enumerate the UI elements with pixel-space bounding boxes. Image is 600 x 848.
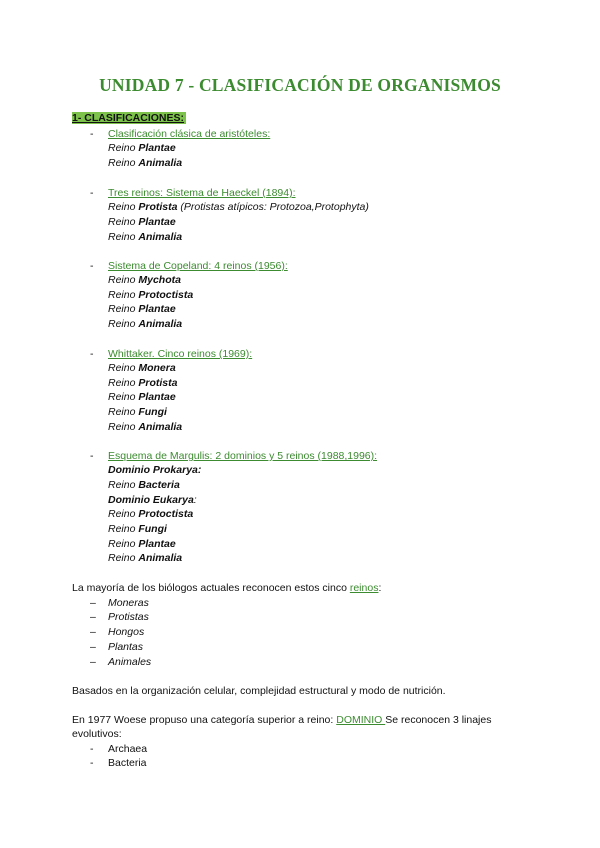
list-item: Plantas [108, 641, 144, 653]
endash-bullet: – [90, 611, 96, 623]
kingdom-item: Reino Animalia [108, 231, 183, 243]
kingdom-item: Reino Plantae [108, 538, 176, 550]
kingdom-item: Reino Fungi [108, 523, 167, 535]
domain-item: Dominio Prokarya: [108, 464, 202, 476]
group-heading-whittaker[interactable]: Whittaker. Cinco reinos (1969): [108, 348, 253, 360]
endash-bullet: – [90, 641, 96, 653]
kingdom-item: Reino Plantae [108, 391, 176, 403]
kingdom-item: Reino Bacteria [108, 479, 180, 491]
paragraph-basados: Basados en la organización celular, complejidad estructural y modo de nutrición. [72, 685, 446, 697]
kingdom-item: Reino Protista (Protistas atípicos: Protozoa,Protophyta) [108, 201, 369, 213]
kingdom-item: Reino Animalia [108, 552, 183, 564]
dash-bullet: - [90, 743, 94, 755]
lineage-item: Archaea [108, 743, 148, 755]
group-heading-haeckel[interactable]: Tres reinos: Sistema de Haeckel (1894): [108, 187, 296, 199]
kingdom-item: Reino Plantae [108, 303, 176, 315]
group-heading-copeland[interactable]: Sistema de Copeland: 4 reinos (1956): [108, 260, 288, 272]
endash-bullet: – [90, 626, 96, 638]
kingdom-item: Reino Plantae [108, 216, 176, 228]
kingdom-item: Reino Protoctista [108, 508, 194, 520]
list-item: Hongos [108, 626, 145, 638]
list-item: Animales [108, 656, 152, 668]
dash-bullet: - [90, 450, 94, 462]
endash-bullet: – [90, 656, 96, 668]
list-item: Moneras [108, 597, 149, 609]
dash-bullet: - [90, 128, 94, 140]
endash-bullet: – [90, 597, 96, 609]
list-item: Protistas [108, 611, 149, 623]
group-heading-margulis[interactable]: Esquema de Margulis: 2 dominios y 5 reinos (1988,1996): [108, 450, 378, 462]
kingdom-item: Reino Fungi [108, 406, 167, 418]
dash-bullet: - [90, 348, 94, 360]
kingdom-item: Reino Protoctista [108, 289, 194, 301]
document-title: UNIDAD 7 - CLASIFICACIÓN DE ORGANISMOS [99, 75, 501, 95]
paragraph-five-kingdoms: La mayoría de los biólogos actuales reconocen estos cinco reinos: [72, 582, 382, 594]
kingdom-item: Reino Animalia [108, 318, 183, 330]
kingdom-item: Reino Animalia [108, 421, 183, 433]
reinos-link[interactable]: reinos [349, 582, 379, 594]
dash-bullet: - [90, 260, 94, 272]
dominio-link[interactable]: DOMINIO [336, 714, 386, 726]
group-heading-aristoteles[interactable]: Clasificación clásica de aristóteles: [108, 128, 271, 140]
kingdom-item: Reino Monera [108, 362, 176, 374]
dash-bullet: - [90, 187, 94, 199]
kingdom-item: Reino Plantae [108, 142, 176, 154]
dash-bullet: - [90, 757, 94, 769]
kingdom-item: Reino Animalia [108, 157, 183, 169]
section-heading: 1- CLASIFICACIONES: [72, 112, 185, 124]
paragraph-woese: En 1977 Woese propuso una categoría superior a reino: DOMINIO Se reconocen 3 linajes [72, 714, 492, 726]
kingdom-item: Reino Protista [108, 377, 178, 389]
domain-item: Dominio Eukarya: [108, 494, 197, 506]
kingdom-item: Reino Mychota [108, 274, 181, 286]
lineage-item: Bacteria [108, 757, 147, 769]
paragraph-woese-line2: evolutivos: [72, 728, 122, 740]
